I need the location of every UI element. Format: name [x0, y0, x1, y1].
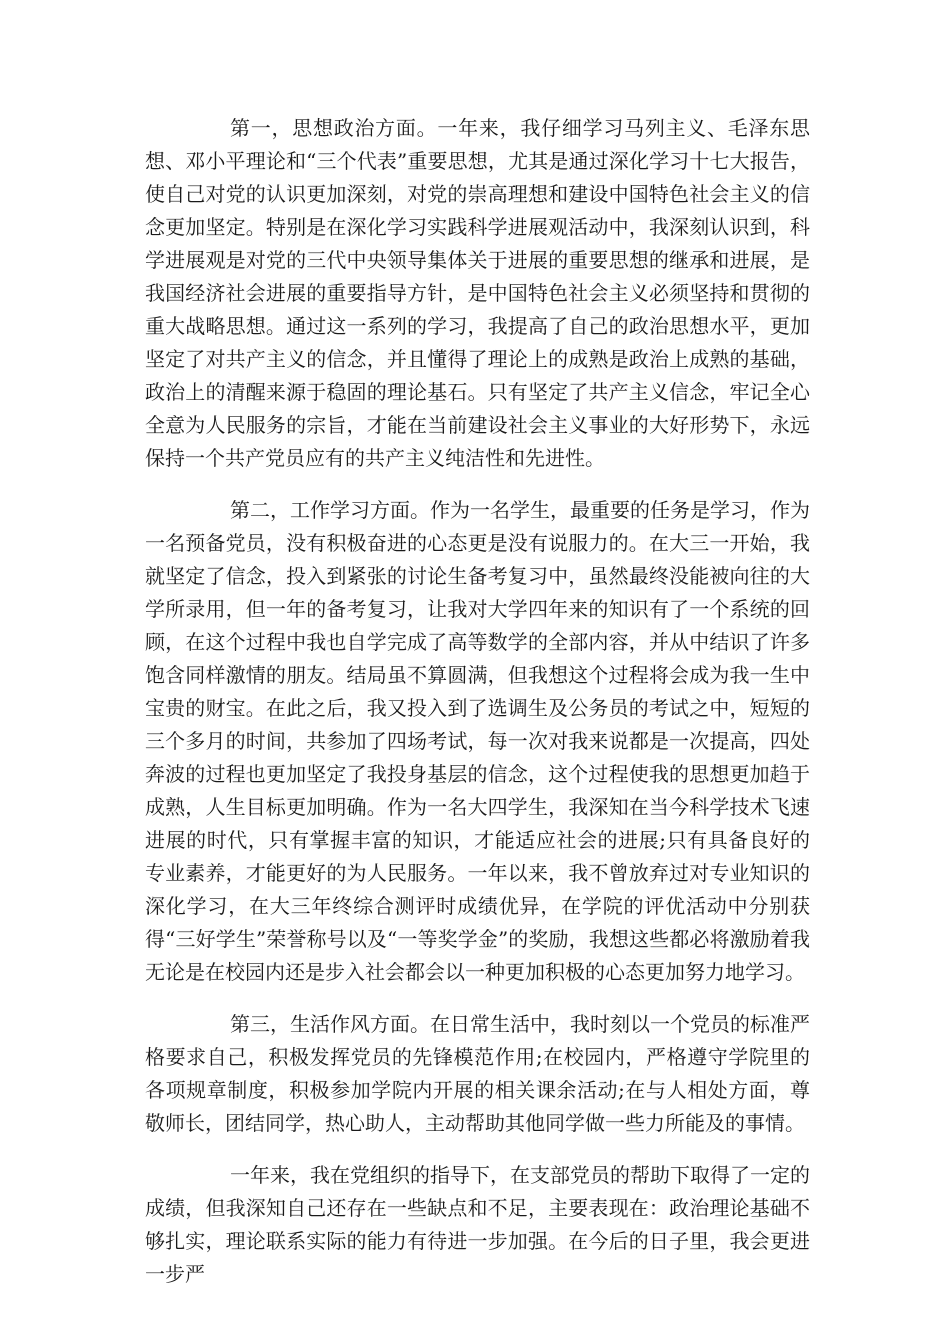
paragraph-summary: 一年来，我在党组织的指导下，在支部党员的帮助下取得了一定的成绩，但我深知自己还存在一些缺点和不足，主要表现在：政治理论基础不够扎实，理论联系实际的能力有待进一步加强。在今后的日子里，我会更进一步严 — [145, 1163, 810, 1286]
paragraph-life-style: 第三，生活作风方面。在日常生活中，我时刻以一个党员的标准严格要求自己，积极发挥党员的先锋模范作用;在校园内，严格遵守学院里的各项规章制度，积极参加学院内开展的相关课余活动;在与人相处方面，尊敬师长，团结同学，热心助人，主动帮助其他同学做一些力所能及的事情。 — [145, 1012, 810, 1135]
document-body — [145, 112, 810, 1291]
paragraph-political-thought: 第一，思想政治方面。一年来，我仔细学习马列主义、毛泽东思想、邓小平理论和“三个代表”重要思想，尤其是通过深化学习十七大报告，使自己对党的认识更加深刻，对党的崇高理想和建设中国特色社会主义的信念更加坚定。特别是在深化学习实践科学进展观活动中，我深刻认识到，科学进展观是对党的三代中央领导集体关于进展的重要思想的继承和进展，是我国经济社会进展的重要指导方针，是中国特色社会主义必须坚持和贯彻的重大战略思想。通过这一系列的学习，我提高了自己的政治思想水平，更加坚定了对共产主义的信念，并且懂得了理论上的成熟是政治上成熟的基础，政治上的清醒来源于稳固的理论基石。只有坚定了共产主义信念，牢记全心全意为人民服务的宗旨，才能在当前建设社会主义事业的大好形势下，永远保持一个共产党员应有的共产主义纯洁性和先进性。 — [145, 116, 810, 470]
paragraph-work-study: 第二，工作学习方面。作为一名学生，最重要的任务是学习，作为一名预备党员，没有积极奋进的心态更是没有说服力的。在大三一开始，我就坚定了信念，投入到紧张的讨论生备考复习中，虽然最终没能被向往的大学所录用，但一年的备考复习，让我对大学四年来的知识有了一个系统的回顾，在这个过程中我也自学完成了高等数学的全部内容，并从中结识了许多饱含同样激情的朋友。结局虽不算圆满，但我想这个过程将会成为我一生中宝贵的财宝。在此之后，我又投入到了选调生及公务员的考试之中，短短的三个多月的时间，共参加了四场考试，每一次对我来说都是一次提高，四处奔波的过程也更加坚定了我投身基层的信念，这个过程使我的思想更加趋于成熟，人生目标更加明确。作为一名大四学生，我深知在当今科学技术飞速进展的时代，只有掌握丰富的知识，才能适应社会的进展;只有具备良好的专业素养，才能更好的为人民服务。一年以来，我不曾放弃过对专业知识的深化学习，在大三年终综合测评时成绩优异，在学院的评优活动中分别获得“三好学生”荣誉称号以及“一等奖学金”的奖励，我想这些都必将激励着我无论是在校园内还是步入社会都会以一种更加积极的心态更加努力地学习。 — [145, 498, 810, 984]
